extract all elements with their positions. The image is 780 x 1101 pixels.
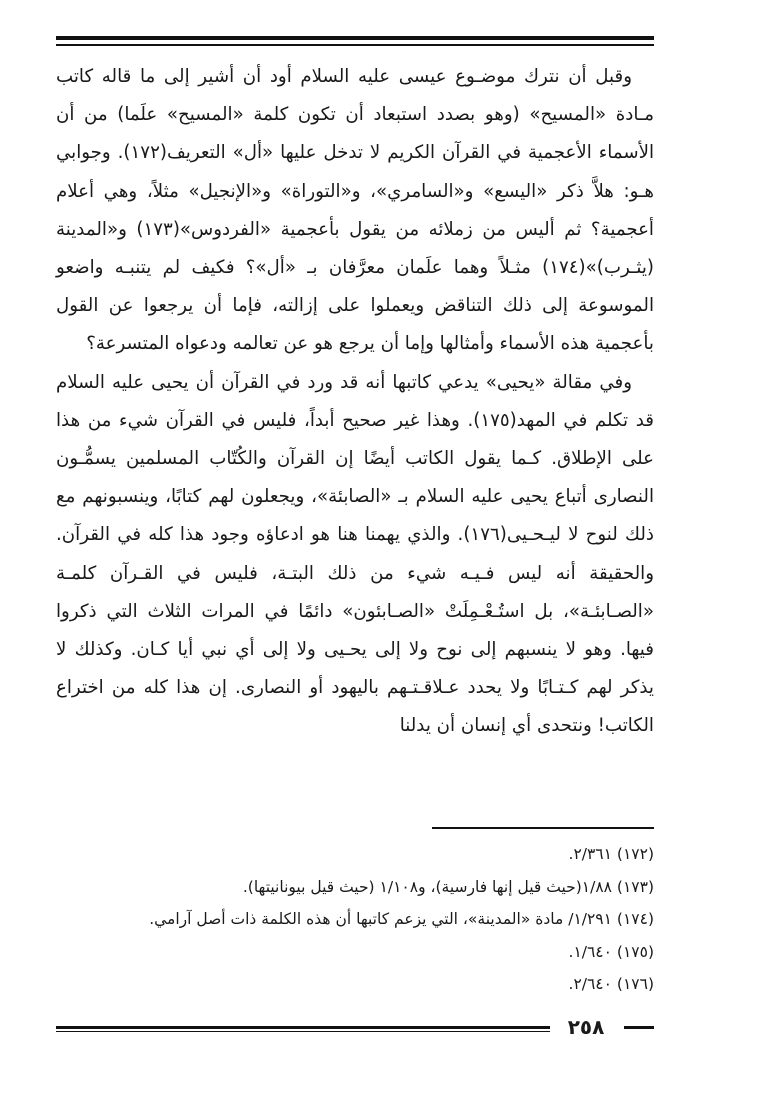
paragraph-1: وقبل أن نترك موضـوع عيسى عليه السلام أود أن أشير إلى ما قاله كاتب مـادة «المسيح» (وهو بصدد استبعاد أن تكون كلمة «المسيح» علَما) من أن الأسماء الأعجمية في القرآن الكريم لا تدخل عليها «أل» التعريف(١٧٢). وجوابي هـو: هلاَّ ذكر «اليسع» و«السامري»، و«التوراة» و«الإنجيل» مثلاً، وهي أعلام أعجمية؟ ثم أليس من زملائه من يقول بأعجمية «الفردوس»(١٧٣) و«المدينة (يثـرب)»(١٧٤) مثـلاً وهما علَمان معرَّفان بـ «أل»؟ فكيف لم يتنبـه واضعو الموسوعة إلى ذلك التناقض ويعملوا على إزالته، فإما أن يرجعوا عن القول بأعجمية هذه الأسماء وأمثالها وإما أن يرجع هو عن تعالمه ودعواه المتسرعة؟: [56, 66, 654, 355]
footnote-172: (١٧٢) ٢/٣٦١.: [568, 845, 654, 863]
footnotes: [56, 838, 654, 1001]
footer-rule-thin: [56, 1031, 550, 1032]
footer-rule-right: [624, 1026, 654, 1029]
footnote-173: (١٧٣) ١/٨٨(حيث قيل إنها فارسية)، و١/١٠٨ (حيث قيل بيونانيتها).: [242, 877, 654, 896]
main-text: [56, 58, 654, 746]
footnote-174: (١٧٤) ١/٢٩١/ مادة «المدينة»، التي يزعم كاتبها أن هذه الكلمة ذات أصل آرامي.: [149, 910, 654, 929]
footer-rule-thick: [56, 1026, 550, 1029]
header-rule-thick: [56, 36, 654, 40]
paragraph-2: وفي مقالة «يحيى» يدعي كاتبها أنه قد ورد في القرآن أن يحيى عليه السلام قد تكلم في المهد(١٧٥). وهذا غير صحيح أبداً، فليس في القرآن شيء من هذا على الإطلاق. كـما يقول الكاتب أيضًا إن القرآن والكُتّاب المسلمين يسمُّـون النصارى أتباع يحيى عليه السلام بـ «الصابئة»، ويجعلون لهم كتابًا، وينسبونهم مع ذلك لنوح لا ليـحـيى(١٧٦). والذي يهمنا هنا هو ادعاؤه وجود هذا كله في القرآن. والحقيقة أنه ليس فـيـه شيء من ذلك البتـة، فليس في القـرآن كلمـة «الصـابئـة»، بل استُـعْـمِلَتْ «الصـابئون» دائمًا في المرات الثلاث التي ذكروا فيها. وهو لا ينسبهم إلى نوح ولا إلى يحـيى ولا إلى أي نبي أيا كـان. وكذلك لا يذكر لهم كـتـابًا ولا يحدد عـلاقـتـهم باليهود أو النصارى. إن هذا كله من اختراع الكاتب! ونتحدى أي إنسان أن يدلنا: [56, 371, 654, 737]
footer-bar: [56, 1016, 654, 1038]
header-rule-thin: [56, 44, 654, 46]
footnote-separator: [432, 827, 654, 829]
footnote-176: (١٧٦) ٢/٦٤٠.: [568, 975, 654, 994]
footnote-175: (١٧٥) ١/٦٤٠.: [568, 942, 654, 961]
page-number: ٢٥٨: [550, 1016, 622, 1038]
